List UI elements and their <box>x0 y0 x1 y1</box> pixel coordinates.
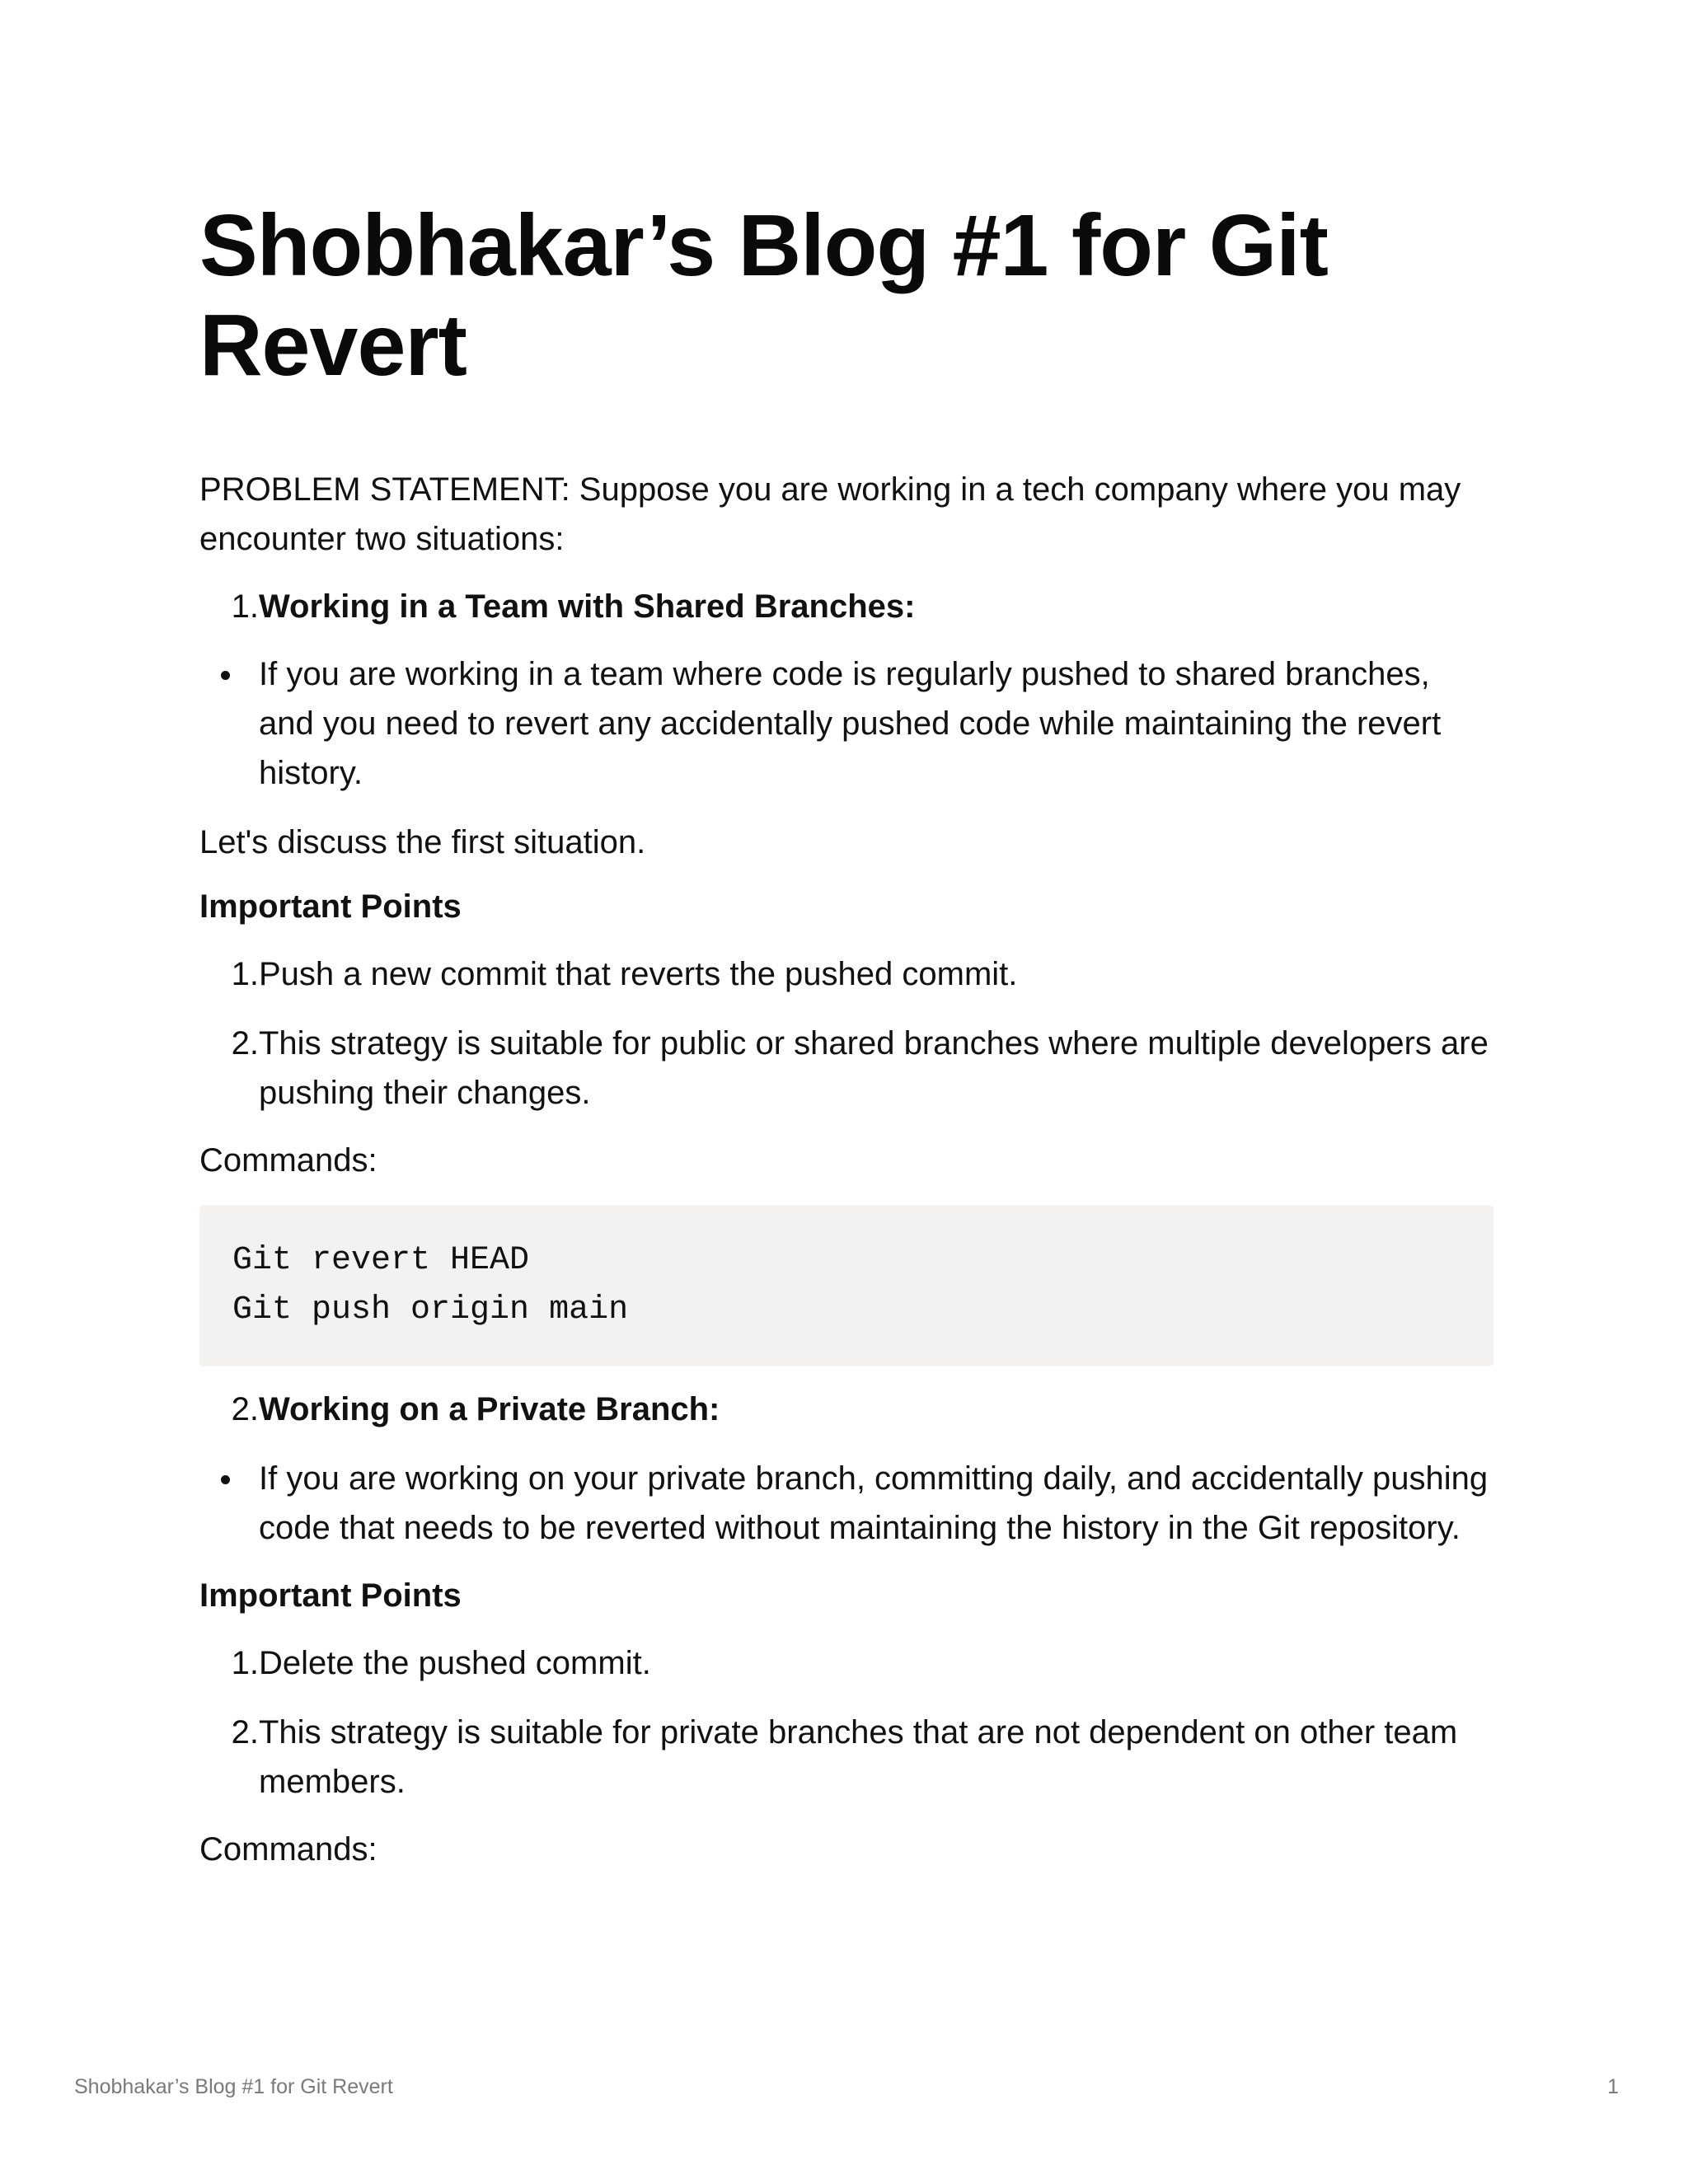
commands-label-1: Commands: <box>199 1142 377 1179</box>
code-line: Git push origin main <box>232 1291 629 1329</box>
list-item <box>199 949 1493 999</box>
situation-2-bullet-text: If you are working on your private branch, committing daily, and accidentally pushing code that needs to be reverted without maintaining the history in the Git repository. <box>259 1460 1489 1546</box>
list-number: 2. <box>231 1025 259 1062</box>
discuss-text: Let's discuss the first situation. <box>199 824 646 860</box>
situation-2-bullet <box>199 1454 1493 1553</box>
footer-page-number: 1 <box>1607 2075 1619 2098</box>
code-line: Git revert HEAD <box>232 1242 530 1279</box>
list-item <box>199 1638 1493 1688</box>
bullet-icon <box>199 1454 259 1553</box>
page-title: Shobhakar’s Blog #1 for Git Revert <box>199 197 1328 394</box>
commands-label-2: Commands: <box>199 1831 377 1868</box>
situation-2-heading <box>199 1385 1493 1434</box>
situation-1-heading <box>199 582 1493 631</box>
problem-statement: PROBLEM STATEMENT: Suppose you are working in a tech company where you may encounter two situations: <box>199 471 1461 557</box>
list-item-text: Push a new commit that reverts the pushed commit. <box>259 956 1018 992</box>
list-item-text: This strategy is suitable for public or shared branches where multiple developers are pushing their changes. <box>259 1025 1489 1111</box>
list-number: 2. <box>231 1714 259 1750</box>
list-item <box>199 1708 1493 1807</box>
footer-title: Shobhakar’s Blog #1 for Git Revert <box>74 2075 393 2098</box>
bullet-icon <box>199 649 259 798</box>
list-item-text: Delete the pushed commit. <box>259 1645 651 1681</box>
list-item <box>199 1019 1493 1118</box>
situation-1-title: Working in a Team with Shared Branches: <box>259 588 916 625</box>
list-number: 1. <box>231 1645 259 1681</box>
page-content <box>199 196 1493 1874</box>
list-number: 2. <box>231 1391 259 1427</box>
important-points-heading-2: Important Points <box>199 1577 462 1614</box>
code-block <box>199 1205 1493 1366</box>
important-points-heading-1: Important Points <box>199 888 462 925</box>
situation-1-bullet <box>199 649 1493 798</box>
list-item-text: This strategy is suitable for private branches that are not dependent on other team members. <box>259 1714 1458 1800</box>
list-number: 1. <box>231 588 259 625</box>
situation-1-bullet-text: If you are working in a team where code is regularly pushed to shared branches, and you need to revert any accidentally pushed code while maintaining the revert history. <box>259 656 1442 791</box>
situation-2-title: Working on a Private Branch: <box>259 1391 720 1427</box>
list-number: 1. <box>231 956 259 992</box>
